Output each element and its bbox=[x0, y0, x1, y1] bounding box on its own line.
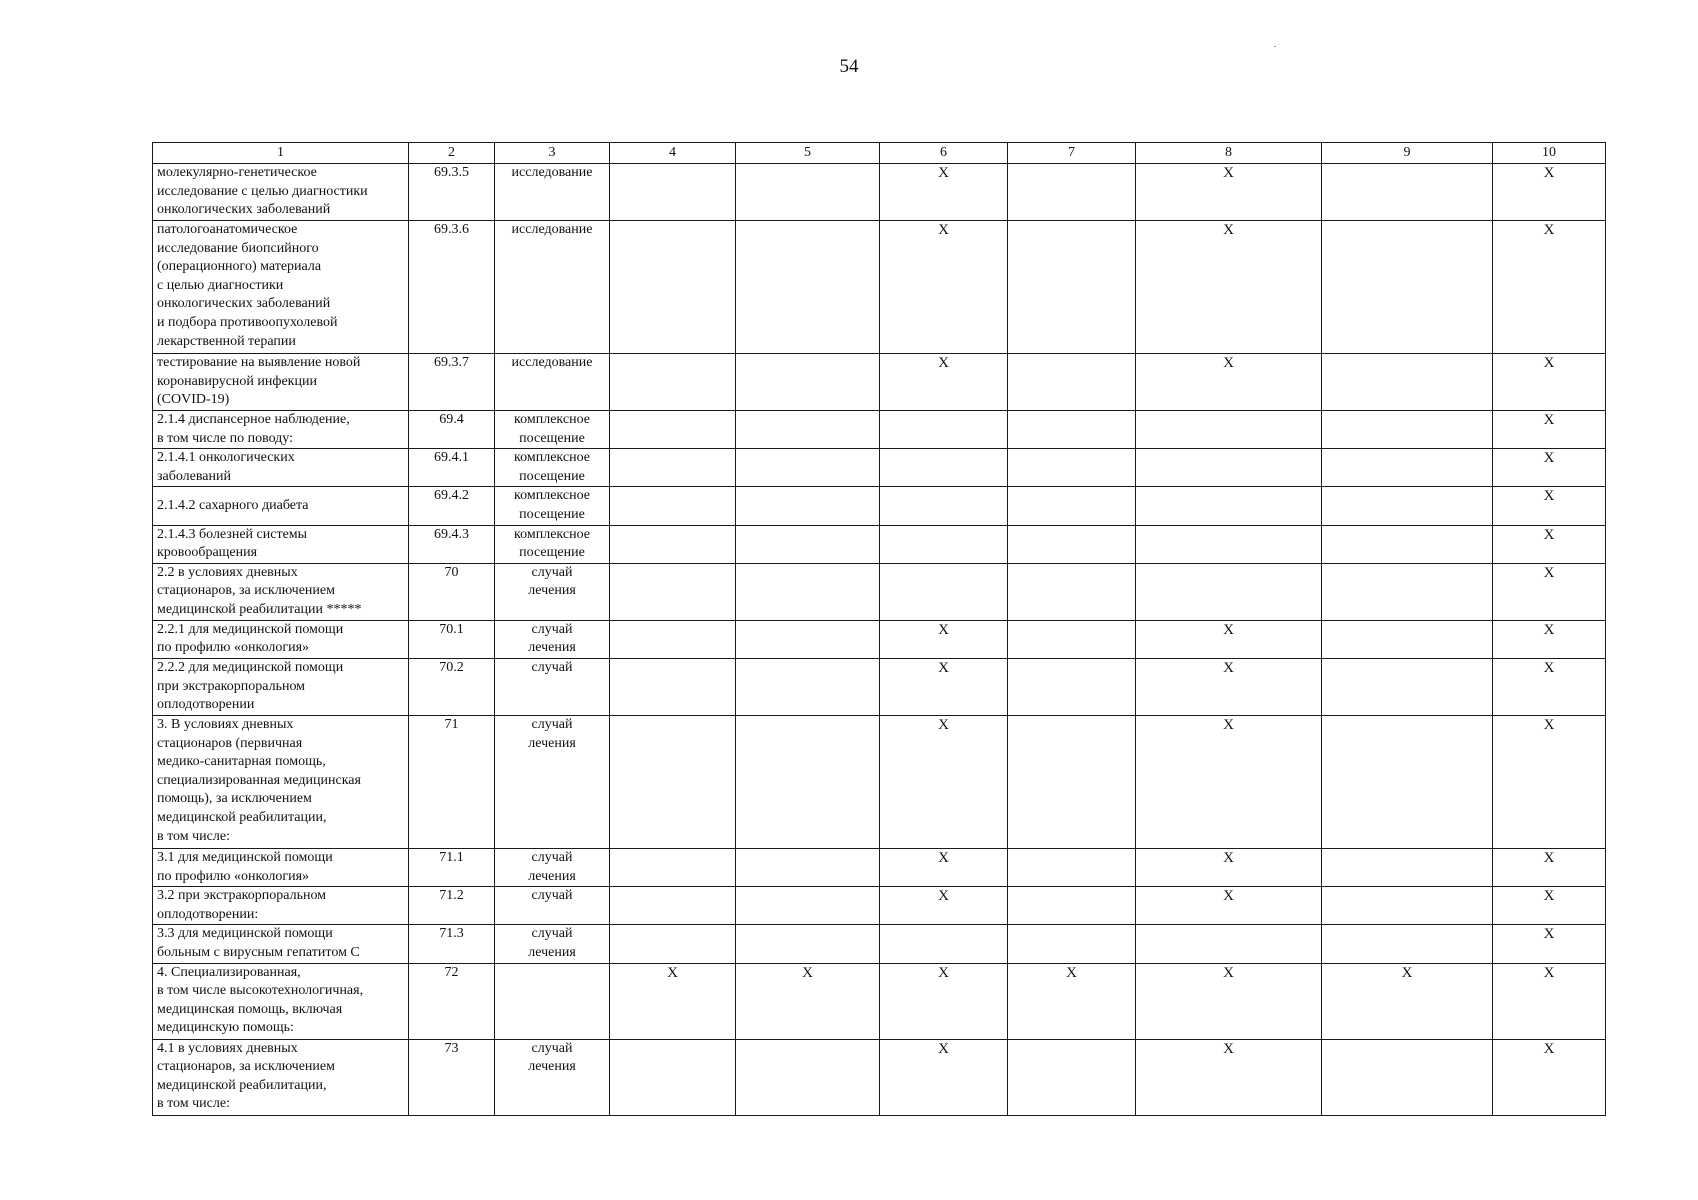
mark-col-10: X bbox=[1493, 925, 1606, 963]
mark-col-8 bbox=[1136, 487, 1322, 525]
row-code: 70.1 bbox=[409, 620, 495, 658]
mark-col-9 bbox=[1322, 715, 1493, 848]
row-unit: исследование bbox=[495, 164, 610, 221]
mark-col-8: X bbox=[1136, 354, 1322, 411]
mark-col-9 bbox=[1322, 1039, 1493, 1115]
table-row bbox=[153, 658, 1606, 715]
mark-col-10: X bbox=[1493, 1039, 1606, 1115]
mark-col-10: X bbox=[1493, 848, 1606, 886]
mark-col-8: X bbox=[1136, 887, 1322, 925]
mark-col-4 bbox=[610, 715, 736, 848]
row-name: 2.2.2 для медицинской помощи при экстракорпоральном оплодотворении bbox=[153, 658, 409, 715]
mark-col-9 bbox=[1322, 563, 1493, 620]
mark-col-10: X bbox=[1493, 963, 1606, 1039]
mark-col-6 bbox=[880, 525, 1008, 563]
mark-col-9 bbox=[1322, 221, 1493, 354]
mark-col-7 bbox=[1008, 449, 1136, 487]
mark-col-5 bbox=[736, 563, 880, 620]
row-code: 71.3 bbox=[409, 925, 495, 963]
row-unit: исследование bbox=[495, 221, 610, 354]
row-code: 71 bbox=[409, 715, 495, 848]
mark-col-8: X bbox=[1136, 963, 1322, 1039]
row-code: 69.3.6 bbox=[409, 221, 495, 354]
row-unit: случай лечения bbox=[495, 1039, 610, 1115]
mark-col-6 bbox=[880, 449, 1008, 487]
data-table bbox=[152, 142, 1606, 1116]
mark-col-8: X bbox=[1136, 1039, 1322, 1115]
mark-col-8 bbox=[1136, 525, 1322, 563]
mark-col-10: X bbox=[1493, 658, 1606, 715]
mark-col-5 bbox=[736, 715, 880, 848]
row-unit: случай лечения bbox=[495, 925, 610, 963]
mark-col-6: X bbox=[880, 658, 1008, 715]
mark-col-4 bbox=[610, 563, 736, 620]
row-unit: исследование bbox=[495, 354, 610, 411]
table-row bbox=[153, 525, 1606, 563]
mark-col-9 bbox=[1322, 354, 1493, 411]
mark-col-10: X bbox=[1493, 449, 1606, 487]
mark-col-7 bbox=[1008, 620, 1136, 658]
table-row bbox=[153, 963, 1606, 1039]
row-name: 3.3 для медицинской помощи больным с вирусным гепатитом С bbox=[153, 925, 409, 963]
row-code: 72 bbox=[409, 963, 495, 1039]
mark-col-4 bbox=[610, 525, 736, 563]
mark-col-7 bbox=[1008, 411, 1136, 449]
mark-col-6: X bbox=[880, 963, 1008, 1039]
mark-col-7 bbox=[1008, 848, 1136, 886]
row-unit: случай bbox=[495, 658, 610, 715]
row-code: 71.1 bbox=[409, 848, 495, 886]
column-number-7: 7 bbox=[1008, 143, 1136, 164]
row-unit: случай bbox=[495, 887, 610, 925]
mark-col-9 bbox=[1322, 620, 1493, 658]
row-unit: случай лечения bbox=[495, 715, 610, 848]
mark-col-8 bbox=[1136, 411, 1322, 449]
column-number-5: 5 bbox=[736, 143, 880, 164]
mark-col-6: X bbox=[880, 715, 1008, 848]
mark-col-10: X bbox=[1493, 525, 1606, 563]
row-name: 3. В условиях дневных стационаров (первичная медико-санитарная помощь, специализированная медицинская помощь), за исключением медицинской реабилитации, в том числе: bbox=[153, 715, 409, 848]
mark-col-4 bbox=[610, 925, 736, 963]
row-unit: случай лечения bbox=[495, 563, 610, 620]
mark-col-7 bbox=[1008, 887, 1136, 925]
mark-col-8: X bbox=[1136, 848, 1322, 886]
mark-col-5 bbox=[736, 221, 880, 354]
mark-col-9 bbox=[1322, 925, 1493, 963]
mark-col-8 bbox=[1136, 449, 1322, 487]
mark-col-7 bbox=[1008, 354, 1136, 411]
mark-col-4 bbox=[610, 1039, 736, 1115]
scan-speck bbox=[1274, 46, 1276, 47]
row-unit: комплексное посещение bbox=[495, 487, 610, 525]
mark-col-4 bbox=[610, 354, 736, 411]
mark-col-5 bbox=[736, 525, 880, 563]
mark-col-4 bbox=[610, 658, 736, 715]
column-number-6: 6 bbox=[880, 143, 1008, 164]
mark-col-7 bbox=[1008, 658, 1136, 715]
mark-col-9 bbox=[1322, 487, 1493, 525]
table-row bbox=[153, 164, 1606, 221]
row-name: 2.1.4.1 онкологических заболеваний bbox=[153, 449, 409, 487]
mark-col-8: X bbox=[1136, 715, 1322, 848]
mark-col-6: X bbox=[880, 620, 1008, 658]
row-name: 2.1.4.3 болезней системы кровообращения bbox=[153, 525, 409, 563]
row-name: тестирование на выявление новой коронавирусной инфекции (COVID-19) bbox=[153, 354, 409, 411]
mark-col-8: X bbox=[1136, 221, 1322, 354]
mark-col-10: X bbox=[1493, 411, 1606, 449]
mark-col-6 bbox=[880, 411, 1008, 449]
row-code: 69.4 bbox=[409, 411, 495, 449]
mark-col-9 bbox=[1322, 164, 1493, 221]
mark-col-8 bbox=[1136, 563, 1322, 620]
mark-col-5 bbox=[736, 658, 880, 715]
mark-col-10: X bbox=[1493, 354, 1606, 411]
row-name: патологоанатомическое исследование биопсийного (операционного) материала с целью диагностики онкологических заболеваний и подбора противоопухолевой лекарственной терапии bbox=[153, 221, 409, 354]
mark-col-6: X bbox=[880, 354, 1008, 411]
mark-col-7 bbox=[1008, 1039, 1136, 1115]
row-name: 3.2 при экстракорпоральном оплодотворении: bbox=[153, 887, 409, 925]
row-code: 70.2 bbox=[409, 658, 495, 715]
table-row bbox=[153, 221, 1606, 354]
column-number-10: 10 bbox=[1493, 143, 1606, 164]
row-unit: комплексное посещение bbox=[495, 449, 610, 487]
page-number: 54 bbox=[839, 56, 859, 77]
table-row bbox=[153, 1039, 1606, 1115]
table-row bbox=[153, 487, 1606, 525]
mark-col-5 bbox=[736, 449, 880, 487]
column-number-4: 4 bbox=[610, 143, 736, 164]
table-row bbox=[153, 848, 1606, 886]
mark-col-5 bbox=[736, 848, 880, 886]
mark-col-9 bbox=[1322, 525, 1493, 563]
row-code: 69.4.1 bbox=[409, 449, 495, 487]
mark-col-6: X bbox=[880, 887, 1008, 925]
mark-col-4 bbox=[610, 487, 736, 525]
mark-col-4: X bbox=[610, 963, 736, 1039]
mark-col-10: X bbox=[1493, 221, 1606, 354]
row-name: 2.1.4 диспансерное наблюдение, в том числе по поводу: bbox=[153, 411, 409, 449]
table-row bbox=[153, 620, 1606, 658]
mark-col-5 bbox=[736, 354, 880, 411]
mark-col-9 bbox=[1322, 848, 1493, 886]
mark-col-7 bbox=[1008, 487, 1136, 525]
mark-col-8 bbox=[1136, 925, 1322, 963]
table-row bbox=[153, 411, 1606, 449]
mark-col-8: X bbox=[1136, 164, 1322, 221]
mark-col-9 bbox=[1322, 658, 1493, 715]
table-row bbox=[153, 563, 1606, 620]
mark-col-9 bbox=[1322, 887, 1493, 925]
column-number-2: 2 bbox=[409, 143, 495, 164]
row-name: 4.1 в условиях дневных стационаров, за исключением медицинской реабилитации, в том числе: bbox=[153, 1039, 409, 1115]
mark-col-9: X bbox=[1322, 963, 1493, 1039]
mark-col-7 bbox=[1008, 715, 1136, 848]
table-row bbox=[153, 354, 1606, 411]
mark-col-4 bbox=[610, 620, 736, 658]
mark-col-7 bbox=[1008, 164, 1136, 221]
row-code: 70 bbox=[409, 563, 495, 620]
mark-col-10: X bbox=[1493, 887, 1606, 925]
mark-col-9 bbox=[1322, 449, 1493, 487]
mark-col-5 bbox=[736, 1039, 880, 1115]
mark-col-5 bbox=[736, 620, 880, 658]
mark-col-6 bbox=[880, 487, 1008, 525]
mark-col-10: X bbox=[1493, 563, 1606, 620]
mark-col-8: X bbox=[1136, 620, 1322, 658]
row-name: 4. Специализированная, в том числе высокотехнологичная, медицинская помощь, включая медицинскую помощь: bbox=[153, 963, 409, 1039]
mark-col-6 bbox=[880, 563, 1008, 620]
mark-col-7 bbox=[1008, 563, 1136, 620]
row-name: молекулярно-генетическое исследование с целью диагностики онкологических заболеваний bbox=[153, 164, 409, 221]
row-name: 3.1 для медицинской помощи по профилю «онкология» bbox=[153, 848, 409, 886]
row-code: 73 bbox=[409, 1039, 495, 1115]
mark-col-4 bbox=[610, 411, 736, 449]
mark-col-7 bbox=[1008, 925, 1136, 963]
table-row bbox=[153, 449, 1606, 487]
mark-col-5 bbox=[736, 925, 880, 963]
mark-col-10: X bbox=[1493, 487, 1606, 525]
mark-col-9 bbox=[1322, 411, 1493, 449]
mark-col-4 bbox=[610, 164, 736, 221]
mark-col-10: X bbox=[1493, 715, 1606, 848]
mark-col-10: X bbox=[1493, 620, 1606, 658]
row-unit: комплексное посещение bbox=[495, 411, 610, 449]
column-number-1: 1 bbox=[153, 143, 409, 164]
table-row bbox=[153, 925, 1606, 963]
row-code: 69.3.7 bbox=[409, 354, 495, 411]
mark-col-4 bbox=[610, 221, 736, 354]
row-code: 69.3.5 bbox=[409, 164, 495, 221]
mark-col-4 bbox=[610, 848, 736, 886]
row-code: 69.4.2 bbox=[409, 487, 495, 525]
mark-col-5 bbox=[736, 887, 880, 925]
mark-col-4 bbox=[610, 887, 736, 925]
row-name: 2.2 в условиях дневных стационаров, за исключением медицинской реабилитации ***** bbox=[153, 563, 409, 620]
mark-col-4 bbox=[610, 449, 736, 487]
column-number-3: 3 bbox=[495, 143, 610, 164]
column-number-9: 9 bbox=[1322, 143, 1493, 164]
mark-col-7 bbox=[1008, 525, 1136, 563]
mark-col-10: X bbox=[1493, 164, 1606, 221]
row-code: 69.4.3 bbox=[409, 525, 495, 563]
mark-col-7: X bbox=[1008, 963, 1136, 1039]
row-unit: случай лечения bbox=[495, 848, 610, 886]
mark-col-6 bbox=[880, 925, 1008, 963]
column-number-8: 8 bbox=[1136, 143, 1322, 164]
mark-col-5 bbox=[736, 411, 880, 449]
row-unit: комплексное посещение bbox=[495, 525, 610, 563]
mark-col-5 bbox=[736, 487, 880, 525]
row-name: 2.1.4.2 сахарного диабета bbox=[153, 487, 409, 525]
mark-col-5: X bbox=[736, 963, 880, 1039]
row-name: 2.2.1 для медицинской помощи по профилю «онкология» bbox=[153, 620, 409, 658]
table-row bbox=[153, 887, 1606, 925]
mark-col-7 bbox=[1008, 221, 1136, 354]
mark-col-6: X bbox=[880, 164, 1008, 221]
mark-col-6: X bbox=[880, 1039, 1008, 1115]
table-header-row bbox=[153, 143, 1606, 164]
mark-col-5 bbox=[736, 164, 880, 221]
row-code: 71.2 bbox=[409, 887, 495, 925]
row-unit bbox=[495, 963, 610, 1039]
mark-col-6: X bbox=[880, 221, 1008, 354]
mark-col-8: X bbox=[1136, 658, 1322, 715]
row-unit: случай лечения bbox=[495, 620, 610, 658]
mark-col-6: X bbox=[880, 848, 1008, 886]
table-row bbox=[153, 715, 1606, 848]
